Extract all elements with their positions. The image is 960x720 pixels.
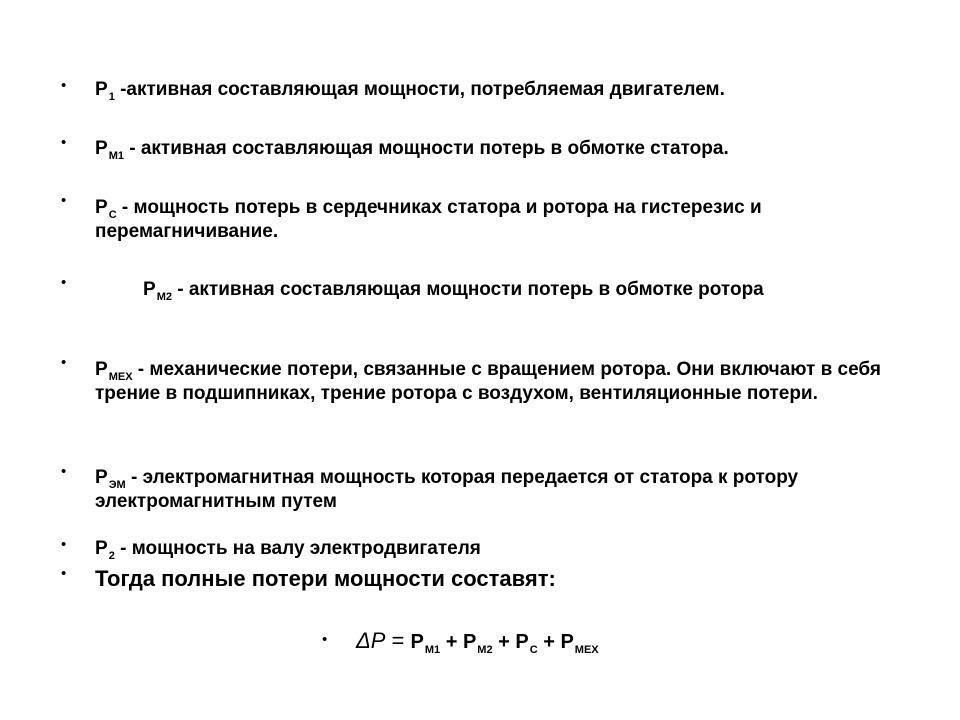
item-pem <box>95 467 905 513</box>
item-symbol: P <box>95 467 108 488</box>
formula-term: P <box>410 631 424 653</box>
item-pc <box>95 197 815 243</box>
formula-subscript: М1 <box>424 644 441 656</box>
item-text: - активная составляющая мощности потерь в обмотке ротора <box>171 279 764 300</box>
summary-line: Тогда полные потери мощности составят: <box>95 566 556 591</box>
bullet-marker: • <box>61 77 67 94</box>
formula-plus: + <box>440 631 463 653</box>
item-symbol: P <box>95 79 108 100</box>
item-p2 <box>95 538 935 562</box>
item-subscript: МЕХ <box>108 371 133 383</box>
item-subscript: М2 <box>156 291 172 303</box>
item-subscript: С <box>108 209 117 221</box>
item-subscript: 1 <box>108 91 115 103</box>
item-text: - мощность потерь в сердечниках статора и ротора на гистерезис и перемагничивание. <box>95 197 762 242</box>
bullet-marker: • <box>61 463 67 480</box>
item-text: - активная составляющая мощности потерь в обмотке статора. <box>123 138 729 159</box>
item-symbol: P <box>95 538 108 559</box>
bullet-marker: • <box>61 192 67 209</box>
item-pmex <box>95 359 925 405</box>
formula-delta: ΔP <box>356 628 386 653</box>
formula-term: P <box>462 631 477 653</box>
bullet-marker: • <box>61 565 67 582</box>
bullet-marker: • <box>61 274 67 291</box>
formula-plus: + <box>492 631 516 653</box>
item-symbol: P <box>95 197 108 218</box>
item-p1 <box>95 79 935 103</box>
item-text: -активная составляющая мощности, потребляемая двигателем. <box>114 79 725 100</box>
formula-term: P <box>515 631 529 653</box>
formula-equals: = <box>385 628 411 653</box>
item-subscript: ЭМ <box>108 479 126 491</box>
bullet-marker: • <box>322 631 328 648</box>
item-symbol: P <box>143 279 156 300</box>
formula-term: P <box>560 631 574 653</box>
item-subscript: М1 <box>108 150 124 162</box>
item-text: - механические потери, связанные с вращением ротора. Они включают в себя трение в подшипниках, трение ротора с воздухом, вентиляционные потери. <box>95 359 882 404</box>
bullet-marker: • <box>61 354 67 371</box>
item-subscript: 2 <box>108 550 115 562</box>
item-text: - электромагнитная мощность которая передается от статора к ротору электромагнитным путем <box>95 467 799 512</box>
total-loss-formula <box>356 628 599 658</box>
formula-subscript: С <box>529 644 538 656</box>
formula-plus: + <box>537 631 561 653</box>
item-symbol: P <box>95 138 108 159</box>
item-text: - мощность на валу электродвигателя <box>114 538 481 559</box>
formula-subscript: М2 <box>477 644 493 656</box>
item-pm2 <box>95 279 875 303</box>
bullet-marker: • <box>61 536 67 553</box>
item-symbol: P <box>95 359 108 380</box>
formula-subscript: МЕХ <box>574 644 599 656</box>
item-pm1 <box>95 138 935 162</box>
bullet-marker: • <box>61 134 67 151</box>
